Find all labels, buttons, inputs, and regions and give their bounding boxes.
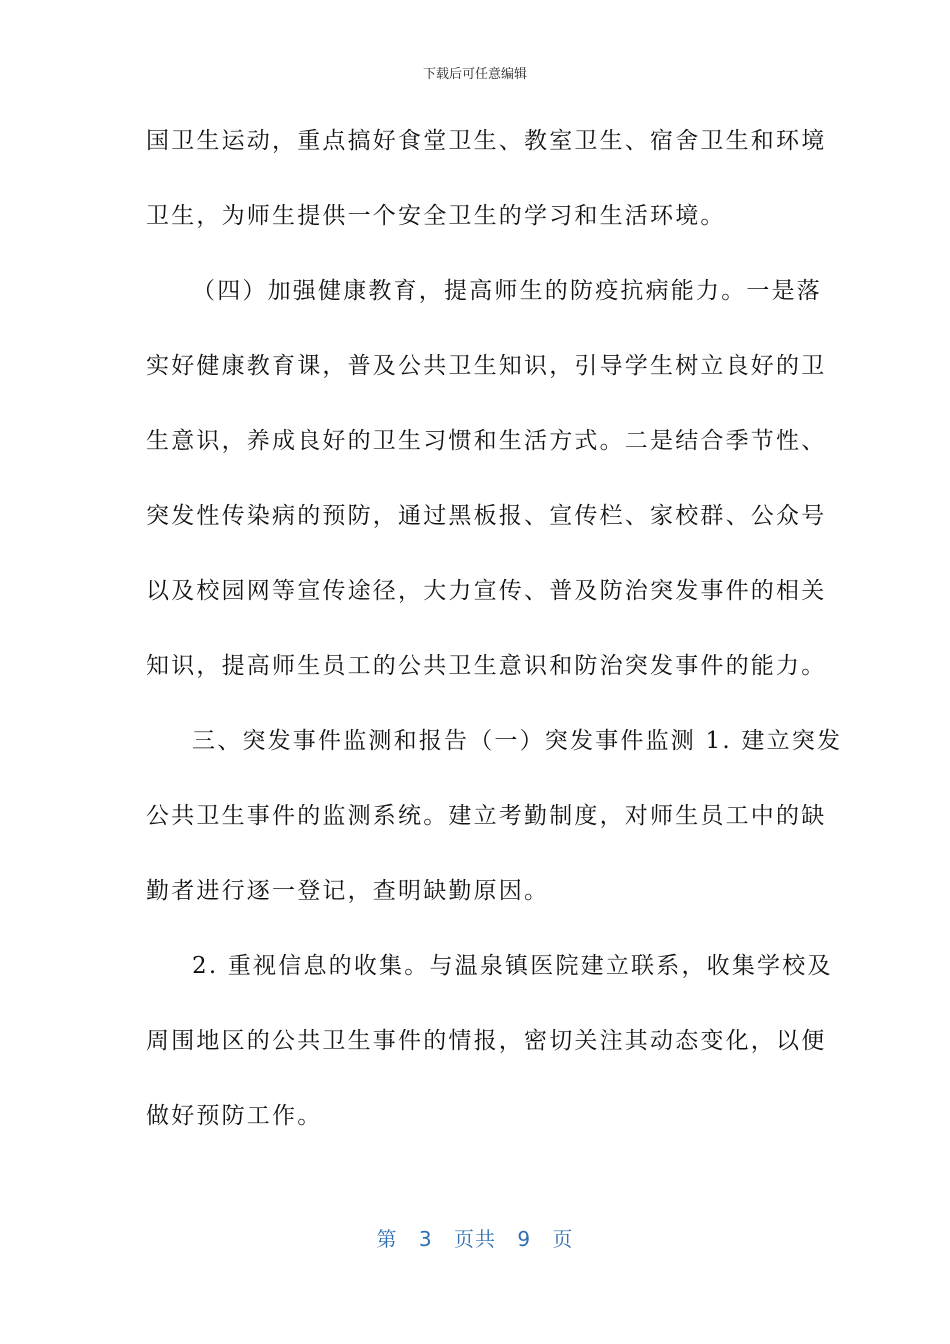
text-line: 国卫生运动，重点搞好食堂卫生、教室卫生、宿舍卫生和环境 — [146, 128, 827, 154]
text-line: 周围地区的公共卫生事件的情报，密切关注其动态变化，以便 — [146, 1028, 827, 1054]
page-number-footer — [0, 1226, 950, 1252]
text-line: 卫生，为师生提供一个安全卫生的学习和生活环境。 — [146, 203, 726, 229]
paragraph-4 — [146, 948, 833, 1136]
page-number-text: 第 3 页共 9 页 — [376, 1227, 574, 1251]
paragraph-3 — [146, 723, 843, 911]
paragraph-1 — [146, 123, 827, 236]
text-line: 勤者进行逐一登记，查明缺勤原因。 — [146, 878, 550, 904]
text-line: 实好健康教育课，普及公共卫生知识，引导学生树立良好的卫 — [146, 353, 827, 379]
paragraph-2 — [146, 273, 827, 686]
page-header: 下载后可任意编辑 — [422, 67, 527, 82]
text-line: 三、突发事件监测和报告（一）突发事件监测 1. 建立突发 — [192, 728, 843, 754]
text-line: 以及校园网等宣传途径，大力宣传、普及防治突发事件的相关 — [146, 578, 827, 604]
text-line: 突发性传染病的预防，通过黑板报、宣传栏、家校群、公众号 — [146, 503, 827, 529]
text-line: 做好预防工作。 — [146, 1103, 323, 1129]
text-line: 生意识，养成良好的卫生习惯和生活方式。二是结合季节性、 — [146, 428, 827, 454]
document-body — [146, 123, 843, 1136]
text-line: 知识，提高师生员工的公共卫生意识和防治突发事件的能力。 — [146, 653, 827, 679]
text-line: 公共卫生事件的监测系统。建立考勤制度，对师生员工中的缺 — [146, 803, 827, 829]
text-line: （四）加强健康教育，提高师生的防疫抗病能力。一是落 — [192, 278, 822, 304]
text-line: 2. 重视信息的收集。与温泉镇医院建立联系，收集学校及 — [192, 953, 833, 979]
